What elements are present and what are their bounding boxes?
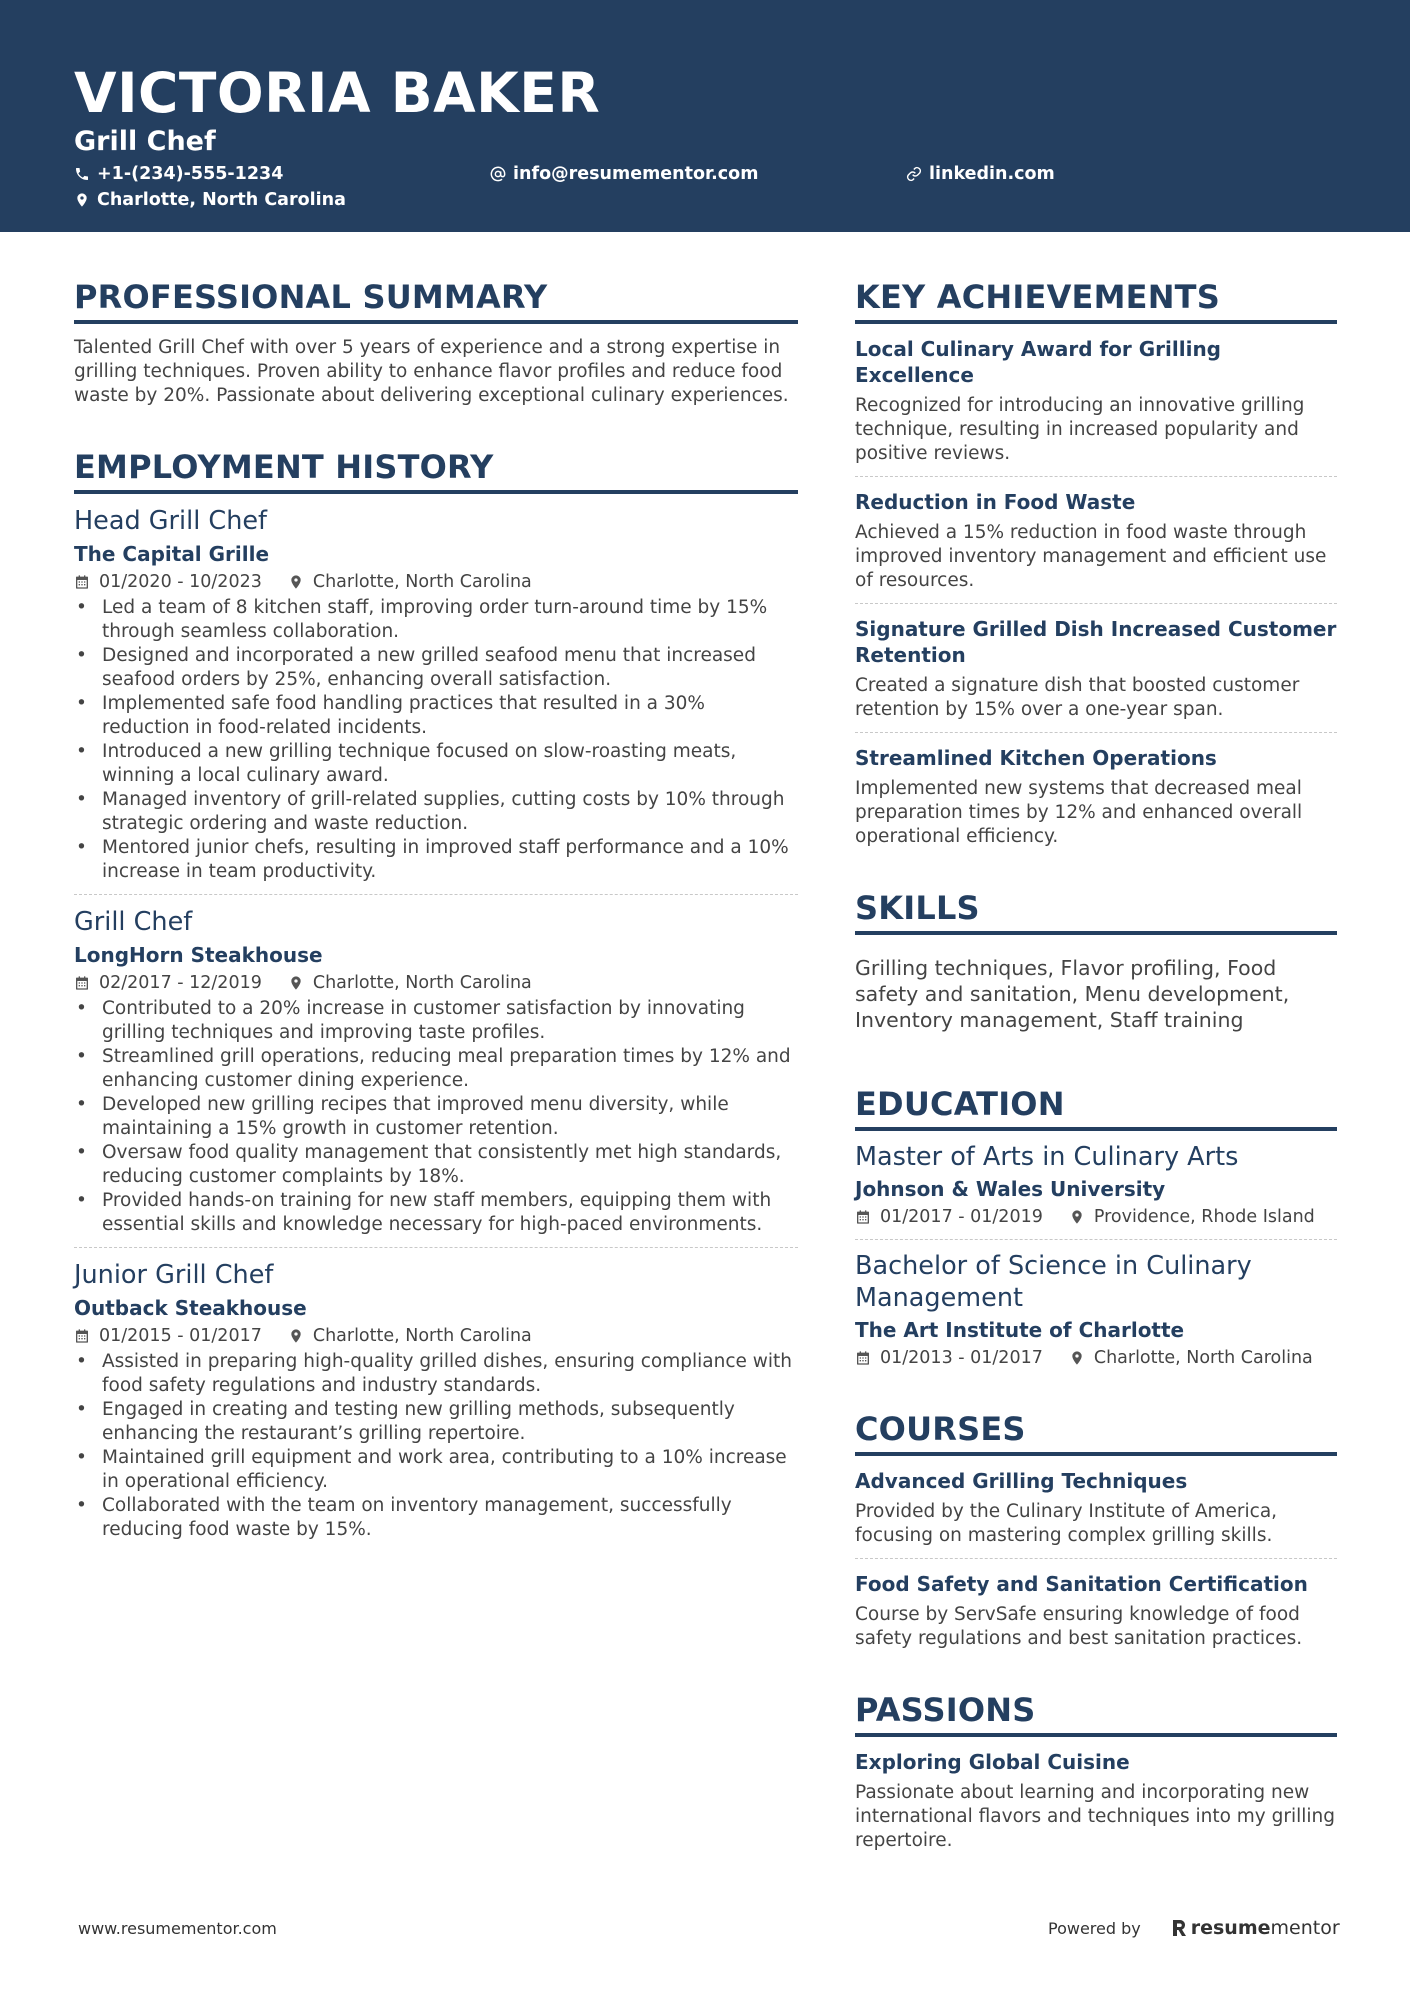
- job-company: LongHorn Steakhouse: [74, 943, 323, 967]
- job-title: Junior Grill Chef: [74, 1260, 274, 1290]
- linkedin-text: linkedin.com: [929, 164, 1055, 184]
- job-bullet: • Streamlined grill operations, reducing meal preparation times by 12% and enhancing customer dining experience.: [74, 1045, 798, 1093]
- phone-text: +1-(234)-555-1234: [97, 164, 284, 184]
- divider: [855, 1239, 1337, 1240]
- job-bullet: • Mentored junior chefs, resulting in improved staff performance and a 10% increase in team productivity.: [74, 836, 798, 884]
- map-pin-icon: [288, 1328, 304, 1344]
- education-location: Providence, Rhode Island: [1093, 1207, 1315, 1227]
- candidate-title: Grill Chef: [74, 126, 216, 157]
- job-meta: [74, 570, 798, 594]
- job-entry: [74, 905, 798, 1248]
- right-column: [855, 276, 1337, 1853]
- job-location: Charlotte, North Carolina: [312, 1326, 532, 1346]
- skills-text: Grilling techniques, Flavor profiling, Food safety and sanitation, Menu development, Inventory management, Staff training: [855, 956, 1290, 1032]
- email-text: info@resumementor.com: [513, 164, 759, 184]
- job-bullet: • Provided hands-on training for new staff members, equipping them with essential skills and knowledge necessary for high-paced environments.: [74, 1189, 798, 1237]
- job-bullet: • Developed new grilling recipes that improved menu diversity, while maintaining a 15% growth in customer retention.: [74, 1093, 798, 1141]
- job-title: Grill Chef: [74, 907, 193, 937]
- job-company: Outback Steakhouse: [74, 1296, 307, 1320]
- map-pin-icon: [288, 975, 304, 991]
- skills-heading: SKILLS: [855, 887, 1337, 935]
- skills-section: [855, 887, 1337, 1033]
- passion-title: Exploring Global Cuisine: [855, 1750, 1130, 1774]
- contact-phone: [74, 162, 283, 186]
- candidate-name: VICTORIA BAKER: [74, 61, 601, 125]
- passions-heading: PASSIONS: [855, 1689, 1337, 1737]
- resume-header: [0, 0, 1410, 232]
- job-bullet: • Contributed to a 20% increase in customer satisfaction by innovating grilling techniques and improving taste profiles.: [74, 997, 798, 1045]
- job-dates: 01/2015 - 01/2017: [99, 1326, 262, 1346]
- job-bullet: • Maintained grill equipment and work area, contributing to a 10% increase in operational efficiency.: [74, 1446, 798, 1494]
- job-bullet: • Led a team of 8 kitchen staff, improving order turn-around time by 15% through seamless collaboration.: [74, 596, 798, 644]
- education-dates: 01/2017 - 01/2019: [880, 1207, 1043, 1227]
- education-school: The Art Institute of Charlotte: [855, 1318, 1185, 1342]
- divider: [74, 894, 798, 895]
- contact-email[interactable]: [490, 162, 758, 186]
- achievements-heading: KEY ACHIEVEMENTS: [855, 276, 1337, 324]
- job-bullet: • Engaged in creating and testing new grilling methods, subsequently enhancing the restaurant’s grilling repertoire.: [74, 1398, 798, 1446]
- job-bullet: • Oversaw food quality management that consistently met high standards, reducing customer complaints by 18%.: [74, 1141, 798, 1189]
- map-pin-icon: [1069, 1350, 1085, 1366]
- job-bullets: [74, 596, 798, 884]
- job-company: The Capital Grille: [74, 542, 270, 566]
- job-bullets: [74, 997, 798, 1237]
- map-pin-icon: [74, 192, 90, 208]
- brand-name-bold: resume: [1190, 1917, 1271, 1939]
- calendar-icon: [855, 1350, 871, 1366]
- course-text: Course by ServSafe ensuring knowledge of food safety regulations and best sanitation practices.: [855, 1604, 1303, 1649]
- divider: [74, 1247, 798, 1248]
- passion-text: Passionate about learning and incorporating new international flavors and techniques into my grilling repertoire.: [855, 1782, 1336, 1851]
- map-pin-icon: [1069, 1209, 1085, 1225]
- education-section: [855, 1083, 1337, 1370]
- job-bullet: • Collaborated with the team on inventory management, successfully reducing food waste by 15%.: [74, 1494, 798, 1542]
- calendar-icon: [74, 574, 90, 590]
- phone-icon: [74, 166, 90, 182]
- job-location: Charlotte, North Carolina: [312, 572, 532, 592]
- contact-location: [74, 188, 346, 212]
- employment-section: [74, 446, 798, 1542]
- course-title: Advanced Grilling Techniques: [855, 1469, 1188, 1493]
- contact-linkedin[interactable]: [906, 162, 1055, 186]
- divider: [855, 476, 1337, 477]
- summary-section: [74, 276, 798, 408]
- achievement-title: Local Culinary Award for Grilling Excellence: [855, 337, 1221, 387]
- map-pin-icon: [288, 574, 304, 590]
- achievement-text: Achieved a 15% reduction in food waste through improved inventory management and efficient use of resources.: [855, 522, 1327, 591]
- courses-section: [855, 1408, 1337, 1651]
- at-sign-icon: [490, 166, 506, 182]
- brand-logo[interactable]: [1171, 1917, 1340, 1939]
- brand-name-light: mentor: [1270, 1917, 1340, 1939]
- job-title: Head Grill Chef: [74, 506, 268, 536]
- job-location: Charlotte, North Carolina: [312, 973, 532, 993]
- education-location: Charlotte, North Carolina: [1093, 1348, 1313, 1368]
- job-bullet: • Implemented safe food handling practices that resulted in a 30% reduction in food-related incidents.: [74, 692, 798, 740]
- education-meta: [855, 1346, 1337, 1370]
- education-meta: [855, 1205, 1337, 1229]
- course-title: Food Safety and Sanitation Certification: [855, 1572, 1308, 1596]
- job-bullet: • Managed inventory of grill-related supplies, cutting costs by 10% through strategic ordering and waste reduction.: [74, 788, 798, 836]
- job-bullet: • Assisted in preparing high-quality grilled dishes, ensuring compliance with food safety regulations and industry standards.: [74, 1350, 798, 1398]
- resumementor-logo-icon: [1171, 1918, 1187, 1938]
- footer-website[interactable]: www.resumementor.com: [78, 1919, 277, 1938]
- achievement-title: Streamlined Kitchen Operations: [855, 746, 1217, 770]
- education-dates: 01/2013 - 01/2017: [880, 1348, 1043, 1368]
- divider: [855, 732, 1337, 733]
- link-icon: [906, 166, 922, 182]
- calendar-icon: [74, 975, 90, 991]
- education-school: Johnson & Wales University: [855, 1177, 1166, 1201]
- job-entry: [74, 1258, 798, 1542]
- achievement-text: Recognized for introducing an innovative grilling technique, resulting in increased popularity and positive reviews.: [855, 395, 1305, 464]
- job-entry: [74, 504, 798, 895]
- education-heading: EDUCATION: [855, 1083, 1337, 1131]
- job-meta: [74, 1324, 798, 1348]
- achievement-title: Reduction in Food Waste: [855, 490, 1136, 514]
- job-dates: 02/2017 - 12/2019: [99, 973, 262, 993]
- location-text: Charlotte, North Carolina: [97, 190, 346, 210]
- job-bullet: • Introduced a new grilling technique focused on slow-roasting meats, winning a local culinary award.: [74, 740, 798, 788]
- job-meta: [74, 971, 798, 995]
- achievements-section: [855, 276, 1337, 849]
- achievement-title: Signature Grilled Dish Increased Customer Retention: [855, 617, 1337, 667]
- calendar-icon: [74, 1328, 90, 1344]
- employment-heading: EMPLOYMENT HISTORY: [74, 446, 798, 494]
- achievement-text: Implemented new systems that decreased meal preparation times by 12% and enhanced overall operational efficiency.: [855, 778, 1303, 847]
- achievement-text: Created a signature dish that boosted customer retention by 15% over a one-year span.: [855, 675, 1300, 720]
- job-bullets: [74, 1350, 798, 1542]
- summary-heading: PROFESSIONAL SUMMARY: [74, 276, 798, 324]
- passions-section: [855, 1689, 1337, 1853]
- education-degree: Bachelor of Science in Culinary Management: [855, 1251, 1252, 1313]
- divider: [855, 1558, 1337, 1559]
- courses-heading: COURSES: [855, 1408, 1337, 1456]
- course-text: Provided by the Culinary Institute of America, focusing on mastering complex grilling skills.: [855, 1501, 1278, 1546]
- summary-text: Talented Grill Chef with over 5 years of experience and a strong expertise in grilling techniques. Proven ability to enhance flavor profiles and reduce food waste by 20%. Passionate about delivering exceptional culinary experiences.: [74, 337, 789, 406]
- job-dates: 01/2020 - 10/2023: [99, 572, 262, 592]
- footer-branding: [1048, 1917, 1340, 1939]
- left-column: [74, 276, 798, 1542]
- education-degree: Master of Arts in Culinary Arts: [855, 1142, 1239, 1172]
- job-bullet: • Designed and incorporated a new grilled seafood menu that increased seafood orders by 25%, enhancing overall satisfaction.: [74, 644, 798, 692]
- divider: [855, 603, 1337, 604]
- powered-by-label: Powered by: [1048, 1918, 1141, 1938]
- calendar-icon: [855, 1209, 871, 1225]
